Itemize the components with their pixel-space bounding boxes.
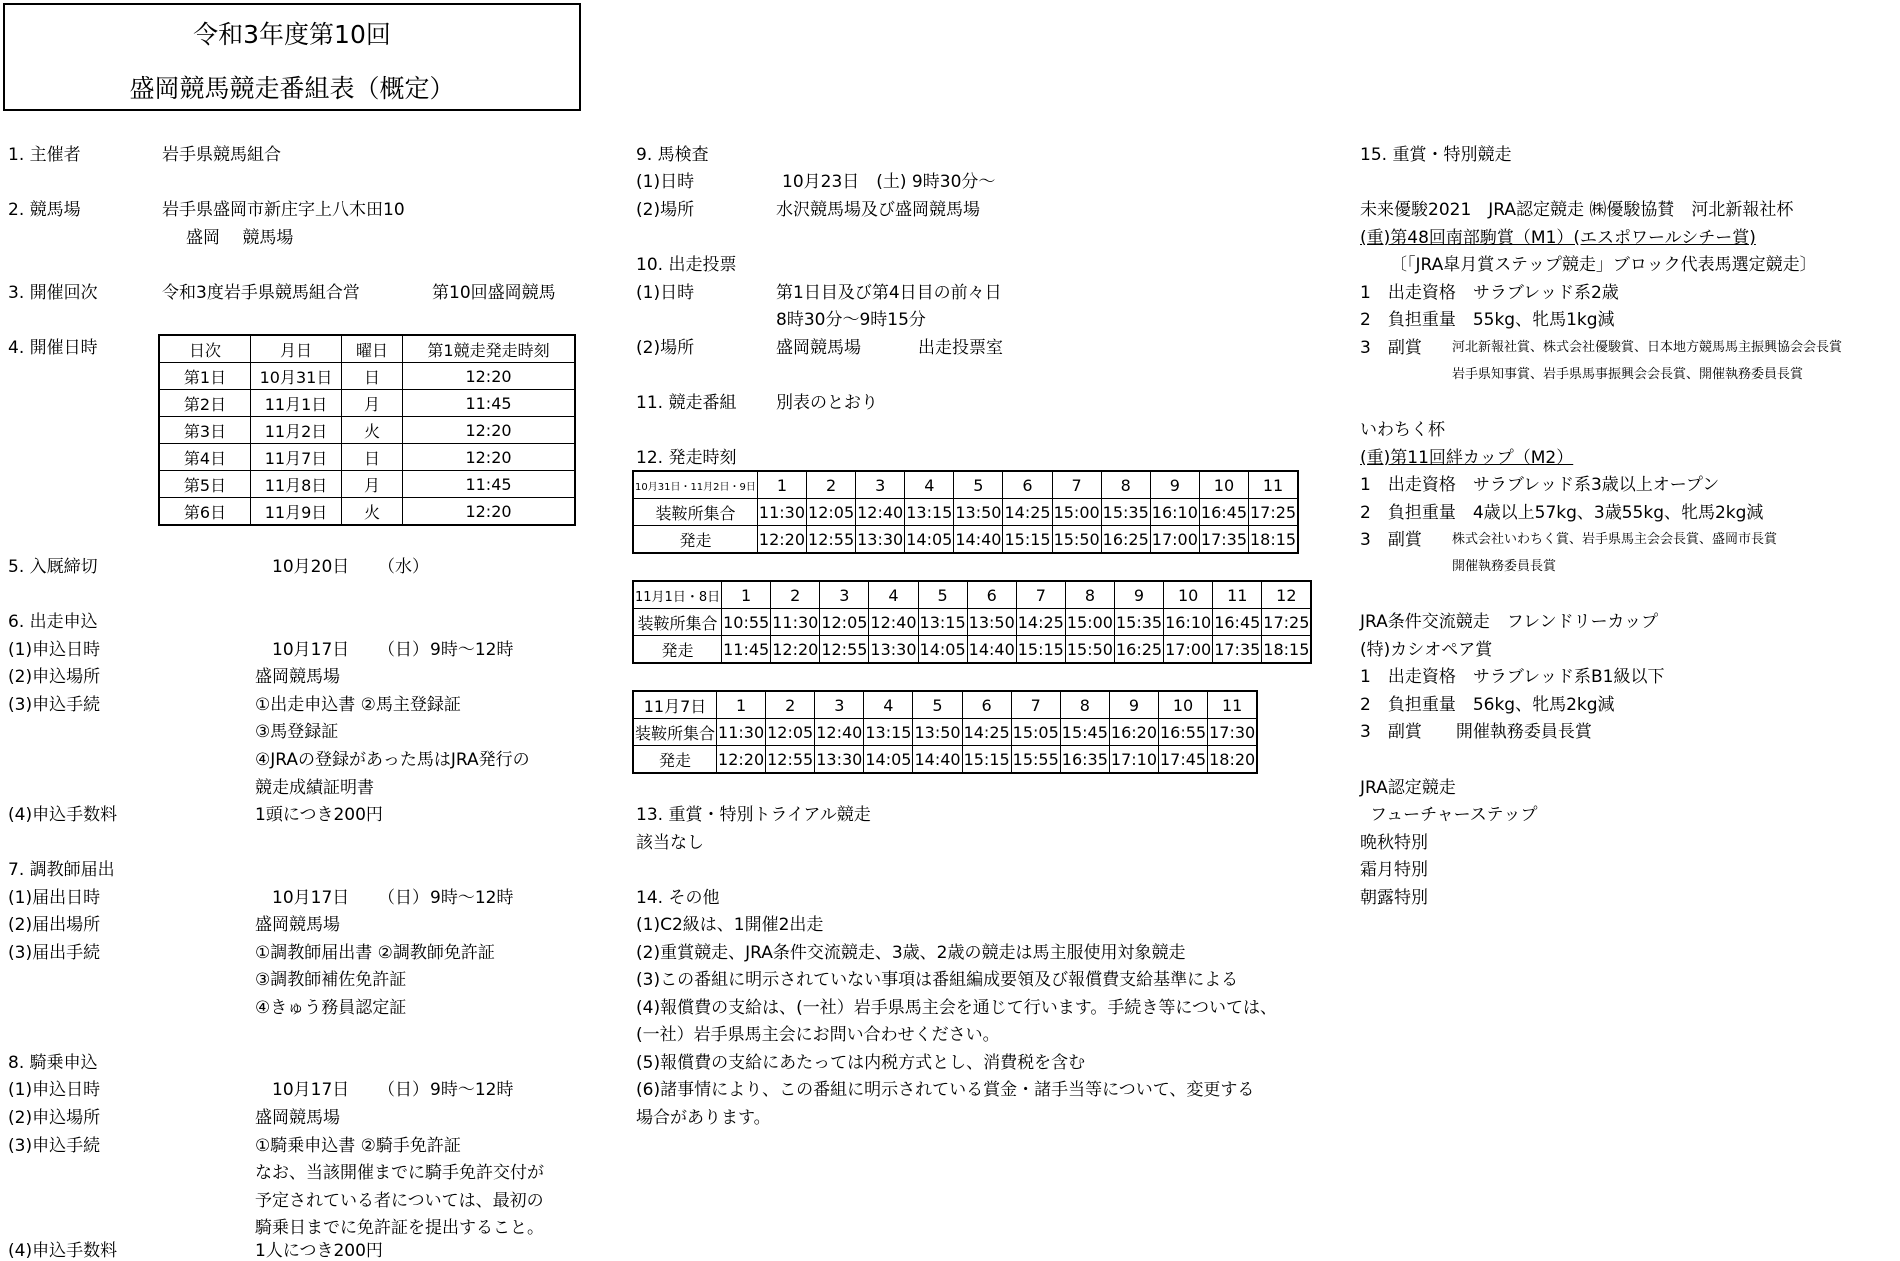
s15-b-l5: 株式会社いわちく賞、岩手県馬主会会長賞、盛岡市長賞 xyxy=(1452,532,1778,547)
s5-day: （水） xyxy=(378,557,429,577)
schedule-row xyxy=(159,498,575,526)
saddling-row xyxy=(633,719,1257,746)
schedule-cell: 第4日 xyxy=(159,444,251,471)
saddling-time: 16:45 xyxy=(1213,609,1262,636)
s8-r1-label: (1)申込日時 xyxy=(8,1080,101,1100)
s1-label: 1. 主催者 xyxy=(8,145,81,165)
s15-c-l2: (特)カシオペア賞 xyxy=(1360,640,1493,660)
s5-label: 5. 入厩締切 xyxy=(8,557,98,577)
s15-a-l1: 未来優駿2021 JRA認定競走 ㈱優駿協賛 河北新報社杯 xyxy=(1360,200,1794,220)
s9-r2-label: (2)場所 xyxy=(636,200,695,220)
s6-r3-v4: 競走成績証明書 xyxy=(255,778,374,798)
s14-line: (一社）岩手県馬主会にお問い合わせください。 xyxy=(636,1025,1000,1045)
s9-r2-value: 水沢競馬場及び盛岡競馬場 xyxy=(776,200,980,220)
start-time: 17:10 xyxy=(1109,746,1158,774)
race-number: 10 xyxy=(1159,691,1208,719)
start-time: 12:20 xyxy=(717,746,766,774)
start-time: 15:55 xyxy=(1011,746,1060,774)
s15-c-l1: JRA条件交流競走 フレンドリーカップ xyxy=(1360,612,1659,632)
s9-r1-label: (1)日時 xyxy=(636,172,695,192)
s2-value2: 盛岡 競馬場 xyxy=(186,228,294,248)
saddling-time: 16:45 xyxy=(1199,499,1248,526)
race-number: 6 xyxy=(962,691,1011,719)
s14-line: (2)重賞競走、JRA条件交流競走、3歳、2歳の競走は馬主服使用対象競走 xyxy=(636,943,1186,963)
race-number: 11 xyxy=(1249,471,1299,499)
saddling-time: 11:30 xyxy=(717,719,766,746)
schedule-cell: 11:45 xyxy=(403,390,576,417)
race-number: 7 xyxy=(1016,581,1065,609)
start-label: 発走 xyxy=(633,526,757,554)
start-time-num-row xyxy=(633,471,1298,499)
start-time: 14:05 xyxy=(864,746,913,774)
s8-r1-time: 9時～12時 xyxy=(430,1080,514,1100)
race-number: 6 xyxy=(1003,471,1052,499)
race-number: 2 xyxy=(771,581,820,609)
s6-r4-label: (4)申込手数料 xyxy=(8,805,118,825)
start-time: 15:15 xyxy=(1003,526,1052,554)
s15-d-l5: 朝露特別 xyxy=(1360,888,1428,908)
schedule-row xyxy=(159,363,575,390)
saddling-time: 14:25 xyxy=(1016,609,1065,636)
s9-r1-value: 10月23日 (土) 9時30分～ xyxy=(782,172,996,192)
s6-r1-label: (1)申込日時 xyxy=(8,640,101,660)
s15-label: 15. 重賞・特別競走 xyxy=(1360,145,1512,165)
start-time-num-row xyxy=(633,691,1257,719)
s8-r1-date: 10月17日 xyxy=(272,1080,350,1100)
schedule-cell: 第6日 xyxy=(159,498,251,526)
saddling-time: 15:45 xyxy=(1060,719,1109,746)
s15-a-l3: 〔「JRA皐月賞ステップ競走」ブロック代表馬選定競走〕 xyxy=(1390,255,1817,275)
s7-label: 7. 調教師届出 xyxy=(8,860,115,880)
saddling-row xyxy=(633,609,1311,636)
race-number: 10 xyxy=(1164,581,1213,609)
start-label: 発走 xyxy=(633,636,722,664)
saddling-label: 装鞍所集合 xyxy=(633,719,717,746)
race-number: 3 xyxy=(815,691,864,719)
saddling-time: 16:55 xyxy=(1159,719,1208,746)
saddling-time: 15:05 xyxy=(1011,719,1060,746)
start-time: 18:15 xyxy=(1262,636,1312,664)
start-time: 12:55 xyxy=(807,526,856,554)
start-time: 18:20 xyxy=(1208,746,1258,774)
start-row xyxy=(633,746,1257,774)
s10-r1-v1: 第1日目及び第4日目の前々日 xyxy=(776,283,1002,303)
s6-r4-value: 1頭につき200円 xyxy=(255,805,383,825)
race-number: 9 xyxy=(1150,471,1199,499)
schedule-cell: 10月31日 xyxy=(251,363,342,390)
saddling-row xyxy=(633,499,1298,526)
start-time: 15:15 xyxy=(962,746,1011,774)
start-time: 14:40 xyxy=(913,746,962,774)
saddling-time: 11:30 xyxy=(771,609,820,636)
race-number: 4 xyxy=(869,581,918,609)
s2-label: 2. 競馬場 xyxy=(8,200,81,220)
schedule-cell: 第1日 xyxy=(159,363,251,390)
race-number: 1 xyxy=(757,471,806,499)
s15-b-l5-label: 3 副賞 xyxy=(1360,530,1422,550)
start-time: 13:30 xyxy=(856,526,905,554)
s6-label: 6. 出走申込 xyxy=(8,612,98,632)
s15-a-l6: 河北新報社賞、株式会社優駿賞、日本地方競馬馬主振興協会会長賞 xyxy=(1452,340,1843,355)
s10-r2-label: (2)場所 xyxy=(636,338,695,358)
schedule-cell: 第5日 xyxy=(159,471,251,498)
schedule-header: 日次 xyxy=(159,335,251,363)
s8-r3-v2: なお、当該開催までに騎手免許交付が xyxy=(255,1163,544,1183)
schedule-cell: 火 xyxy=(342,417,403,444)
s15-d-l2: フューチャーステップ xyxy=(1370,805,1538,825)
saddling-time: 17:25 xyxy=(1262,609,1312,636)
s8-r4-label: (4)申込手数料 xyxy=(8,1241,118,1261)
s6-r2-label: (2)申込場所 xyxy=(8,667,101,687)
start-time-table-1 xyxy=(632,470,1299,554)
race-number: 1 xyxy=(722,581,771,609)
schedule-cell: 11月1日 xyxy=(251,390,342,417)
schedule-cell: 11月2日 xyxy=(251,417,342,444)
schedule-cell: 12:20 xyxy=(403,498,576,526)
start-time-num-row xyxy=(633,581,1311,609)
schedule-header-row xyxy=(159,335,575,363)
saddling-time: 14:25 xyxy=(1003,499,1052,526)
start-time: 17:00 xyxy=(1150,526,1199,554)
race-number: 9 xyxy=(1109,691,1158,719)
saddling-time: 12:40 xyxy=(856,499,905,526)
s7-r1-day: （日） xyxy=(378,888,429,908)
s13-label: 13. 重賞・特別トライアル競走 xyxy=(636,805,871,825)
s6-r1-day: （日） xyxy=(378,640,429,660)
schedule-cell: 第3日 xyxy=(159,417,251,444)
s6-r3-v3: ④JRAの登録があった馬はJRA発行の xyxy=(255,750,530,770)
start-row xyxy=(633,636,1311,664)
s3-value2: 第10回盛岡競馬 xyxy=(432,283,556,303)
saddling-time: 16:20 xyxy=(1109,719,1158,746)
saddling-time: 15:00 xyxy=(1052,499,1101,526)
s14-line: 場合があります。 xyxy=(636,1108,771,1128)
s8-r2-label: (2)申込場所 xyxy=(8,1108,101,1128)
s6-r1-time: 9時～12時 xyxy=(430,640,514,660)
start-time: 15:50 xyxy=(1052,526,1101,554)
start-time-head: 10月31日・11月2日・9日 xyxy=(633,471,757,499)
start-time-table-3 xyxy=(632,690,1258,774)
start-time: 14:40 xyxy=(967,636,1016,664)
schedule-cell: 日 xyxy=(342,363,403,390)
schedule-cell: 日 xyxy=(342,444,403,471)
start-time: 12:20 xyxy=(757,526,806,554)
start-time: 12:20 xyxy=(771,636,820,664)
start-time-head: 11月7日 xyxy=(633,691,717,719)
schedule-cell: 月 xyxy=(342,471,403,498)
schedule-header: 第1競走発走時刻 xyxy=(403,335,576,363)
s15-b-l2: (重)第11回絆カップ（M2） xyxy=(1360,448,1574,468)
s10-r2-value2: 出走投票室 xyxy=(918,338,1003,358)
s1-value: 岩手県競馬組合 xyxy=(162,145,281,165)
s7-r3-v2: ③調教師補佐免許証 xyxy=(255,970,407,990)
saddling-time: 17:25 xyxy=(1249,499,1299,526)
s2-value1: 岩手県盛岡市新庄字上八木田10 xyxy=(162,200,405,220)
schedule-cell: 11月7日 xyxy=(251,444,342,471)
race-number: 3 xyxy=(820,581,869,609)
s7-r1-date: 10月17日 xyxy=(272,888,350,908)
start-time: 16:25 xyxy=(1114,636,1163,664)
s8-r1-day: （日） xyxy=(378,1080,429,1100)
s15-a-l2: (重)第48回南部駒賞（M1）(エスポワールシチー賞) xyxy=(1360,228,1756,248)
saddling-label: 装鞍所集合 xyxy=(633,499,757,526)
s11-value: 別表のとおり xyxy=(776,393,878,413)
s14-line: (1)C2級は、1開催2出走 xyxy=(636,915,824,935)
race-number: 4 xyxy=(864,691,913,719)
race-number: 6 xyxy=(967,581,1016,609)
race-number: 7 xyxy=(1011,691,1060,719)
s7-r3-v1: ①調教師届出書 ②調教師免許証 xyxy=(255,943,495,963)
race-number: 2 xyxy=(807,471,856,499)
start-time: 17:35 xyxy=(1213,636,1262,664)
s14-label: 14. その他 xyxy=(636,888,720,908)
s8-r3-v3: 予定されている者については、最初の xyxy=(255,1191,544,1211)
title-line-2: 盛岡競馬競走番組表（概定） xyxy=(129,74,455,103)
s8-r3-v1: ①騎乗申込書 ②騎手免許証 xyxy=(255,1136,461,1156)
race-number: 5 xyxy=(954,471,1003,499)
race-number: 9 xyxy=(1114,581,1163,609)
schedule-row xyxy=(159,471,575,498)
start-time: 14:40 xyxy=(954,526,1003,554)
s15-b-l1: いわちく杯 xyxy=(1360,420,1445,440)
s14-line: (3)この番組に明示されていない事項は番組編成要領及び報償費支給基準による xyxy=(636,970,1239,990)
start-time: 12:55 xyxy=(766,746,815,774)
start-time-head: 11月1日・8日 xyxy=(633,581,722,609)
s10-r1-label: (1)日時 xyxy=(636,283,695,303)
schedule-cell: 11月8日 xyxy=(251,471,342,498)
s10-label: 10. 出走投票 xyxy=(636,255,737,275)
s8-r4-value: 1人につき200円 xyxy=(255,1241,383,1261)
start-time: 16:25 xyxy=(1101,526,1150,554)
s10-r1-v2: 8時30分～9時15分 xyxy=(776,310,926,330)
s4-label: 4. 開催日時 xyxy=(8,338,98,358)
s7-r1-time: 9時～12時 xyxy=(430,888,514,908)
schedule-cell: 11月9日 xyxy=(251,498,342,526)
start-time: 12:55 xyxy=(820,636,869,664)
s14-line: (6)諸事情により、この番組に明示されている賞金・諸手当等について、変更する xyxy=(636,1080,1255,1100)
schedule-row xyxy=(159,417,575,444)
s7-r3-v3: ④きゅう務員認定証 xyxy=(255,998,407,1018)
saddling-time: 15:35 xyxy=(1101,499,1150,526)
s15-b-l3: 1 出走資格 サラブレッド系3歳以上オープン xyxy=(1360,475,1720,495)
saddling-time: 10:55 xyxy=(722,609,771,636)
s14-line: (5)報償費の支給にあたっては内税方式とし、消費税を含む xyxy=(636,1053,1086,1073)
start-time: 15:50 xyxy=(1065,636,1114,664)
s15-a-l7: 岩手県知事賞、岩手県馬事振興会会長賞、開催執務委員長賞 xyxy=(1452,367,1804,382)
s15-a-l6-label: 3 副賞 xyxy=(1360,338,1422,358)
start-row xyxy=(633,526,1298,554)
race-number: 11 xyxy=(1213,581,1262,609)
schedule-header: 月日 xyxy=(251,335,342,363)
s15-b-l4: 2 負担重量 4歳以上57kg、3歳55kg、牝馬2kg減 xyxy=(1360,503,1764,523)
start-time: 15:15 xyxy=(1016,636,1065,664)
s12-label: 12. 発走時刻 xyxy=(636,448,737,468)
start-time: 11:45 xyxy=(722,636,771,664)
saddling-time: 12:05 xyxy=(807,499,856,526)
race-number: 5 xyxy=(918,581,967,609)
saddling-time: 13:50 xyxy=(954,499,1003,526)
schedule-row xyxy=(159,444,575,471)
s15-d-l1: JRA認定競走 xyxy=(1360,778,1456,798)
s6-r3-label: (3)申込手続 xyxy=(8,695,101,715)
race-number: 8 xyxy=(1101,471,1150,499)
schedule-cell: 11:45 xyxy=(403,471,576,498)
start-time: 14:05 xyxy=(918,636,967,664)
schedule-cell: 12:20 xyxy=(403,363,576,390)
s7-r2-label: (2)届出場所 xyxy=(8,915,101,935)
saddling-time: 13:15 xyxy=(918,609,967,636)
s15-b-l6: 開催執務委員長賞 xyxy=(1452,559,1557,574)
saddling-time: 14:25 xyxy=(962,719,1011,746)
saddling-label: 装鞍所集合 xyxy=(633,609,722,636)
saddling-time: 13:15 xyxy=(864,719,913,746)
saddling-time: 17:30 xyxy=(1208,719,1258,746)
s15-d-l4: 霜月特別 xyxy=(1360,860,1428,880)
s8-label: 8. 騎乗申込 xyxy=(8,1053,98,1073)
saddling-time: 11:30 xyxy=(757,499,806,526)
schedule-row xyxy=(159,390,575,417)
s15-d-l3: 晩秋特別 xyxy=(1360,833,1428,853)
saddling-time: 13:15 xyxy=(905,499,954,526)
race-number: 8 xyxy=(1060,691,1109,719)
s3-value1: 令和3度岩手県競馬組合営 xyxy=(162,283,360,303)
schedule-table xyxy=(158,334,576,526)
s3-label: 3. 開催回次 xyxy=(8,283,98,303)
title-box xyxy=(3,3,581,111)
s14-line: (4)報償費の支給は、(一社）岩手県馬主会を通じて行います。手続き等については、 xyxy=(636,998,1278,1018)
s9-label: 9. 馬検査 xyxy=(636,145,709,165)
schedule-cell: 12:20 xyxy=(403,444,576,471)
saddling-time: 12:05 xyxy=(766,719,815,746)
race-number: 7 xyxy=(1052,471,1101,499)
start-time: 17:00 xyxy=(1164,636,1213,664)
start-time: 18:15 xyxy=(1249,526,1299,554)
start-label: 発走 xyxy=(633,746,717,774)
s8-r2-value: 盛岡競馬場 xyxy=(255,1108,340,1128)
s5-date: 10月20日 xyxy=(272,557,350,577)
s15-c-l3: 1 出走資格 サラブレッド系B1級以下 xyxy=(1360,667,1665,687)
saddling-time: 15:35 xyxy=(1114,609,1163,636)
race-number: 12 xyxy=(1262,581,1312,609)
start-time-table-2 xyxy=(632,580,1312,664)
schedule-cell: 12:20 xyxy=(403,417,576,444)
saddling-time: 12:40 xyxy=(869,609,918,636)
race-number: 4 xyxy=(905,471,954,499)
race-number: 8 xyxy=(1065,581,1114,609)
s7-r2-value: 盛岡競馬場 xyxy=(255,915,340,935)
s10-r2-value: 盛岡競馬場 xyxy=(776,338,861,358)
schedule-cell: 第2日 xyxy=(159,390,251,417)
start-time: 17:45 xyxy=(1159,746,1208,774)
s7-r3-label: (3)届出手続 xyxy=(8,943,101,963)
schedule-header: 曜日 xyxy=(342,335,403,363)
start-time: 14:05 xyxy=(905,526,954,554)
schedule-cell: 月 xyxy=(342,390,403,417)
saddling-time: 16:10 xyxy=(1150,499,1199,526)
race-number: 11 xyxy=(1208,691,1258,719)
s6-r1-date: 10月17日 xyxy=(272,640,350,660)
title-line-1: 令和3年度第10回 xyxy=(193,20,391,49)
s15-a-l5: 2 負担重量 55kg、牝馬1kg減 xyxy=(1360,310,1615,330)
start-time: 16:35 xyxy=(1060,746,1109,774)
race-number: 2 xyxy=(766,691,815,719)
s15-c-l5: 3 副賞 開催執務委員長賞 xyxy=(1360,722,1592,742)
s11-label: 11. 競走番組 xyxy=(636,393,737,413)
saddling-time: 13:50 xyxy=(967,609,1016,636)
start-time: 17:35 xyxy=(1199,526,1248,554)
race-number: 5 xyxy=(913,691,962,719)
race-number: 3 xyxy=(856,471,905,499)
s15-a-l4: 1 出走資格 サラブレッド系2歳 xyxy=(1360,283,1619,303)
race-number: 1 xyxy=(717,691,766,719)
s6-r2-value: 盛岡競馬場 xyxy=(255,667,340,687)
start-time: 13:30 xyxy=(869,636,918,664)
s7-r1-label: (1)届出日時 xyxy=(8,888,101,908)
saddling-time: 15:00 xyxy=(1065,609,1114,636)
saddling-time: 12:05 xyxy=(820,609,869,636)
schedule-cell: 火 xyxy=(342,498,403,526)
saddling-time: 16:10 xyxy=(1164,609,1213,636)
s15-c-l4: 2 負担重量 56kg、牝馬2kg減 xyxy=(1360,695,1615,715)
s8-r3-v4: 騎乗日までに免許証を提出すること。 xyxy=(255,1218,544,1238)
saddling-time: 13:50 xyxy=(913,719,962,746)
s13-value: 該当なし xyxy=(636,833,704,853)
saddling-time: 12:40 xyxy=(815,719,864,746)
start-time: 13:30 xyxy=(815,746,864,774)
s6-r3-v1: ①出走申込書 ②馬主登録証 xyxy=(255,695,461,715)
race-number: 10 xyxy=(1199,471,1248,499)
s8-r3-label: (3)申込手続 xyxy=(8,1136,101,1156)
s6-r3-v2: ③馬登録証 xyxy=(255,722,339,742)
